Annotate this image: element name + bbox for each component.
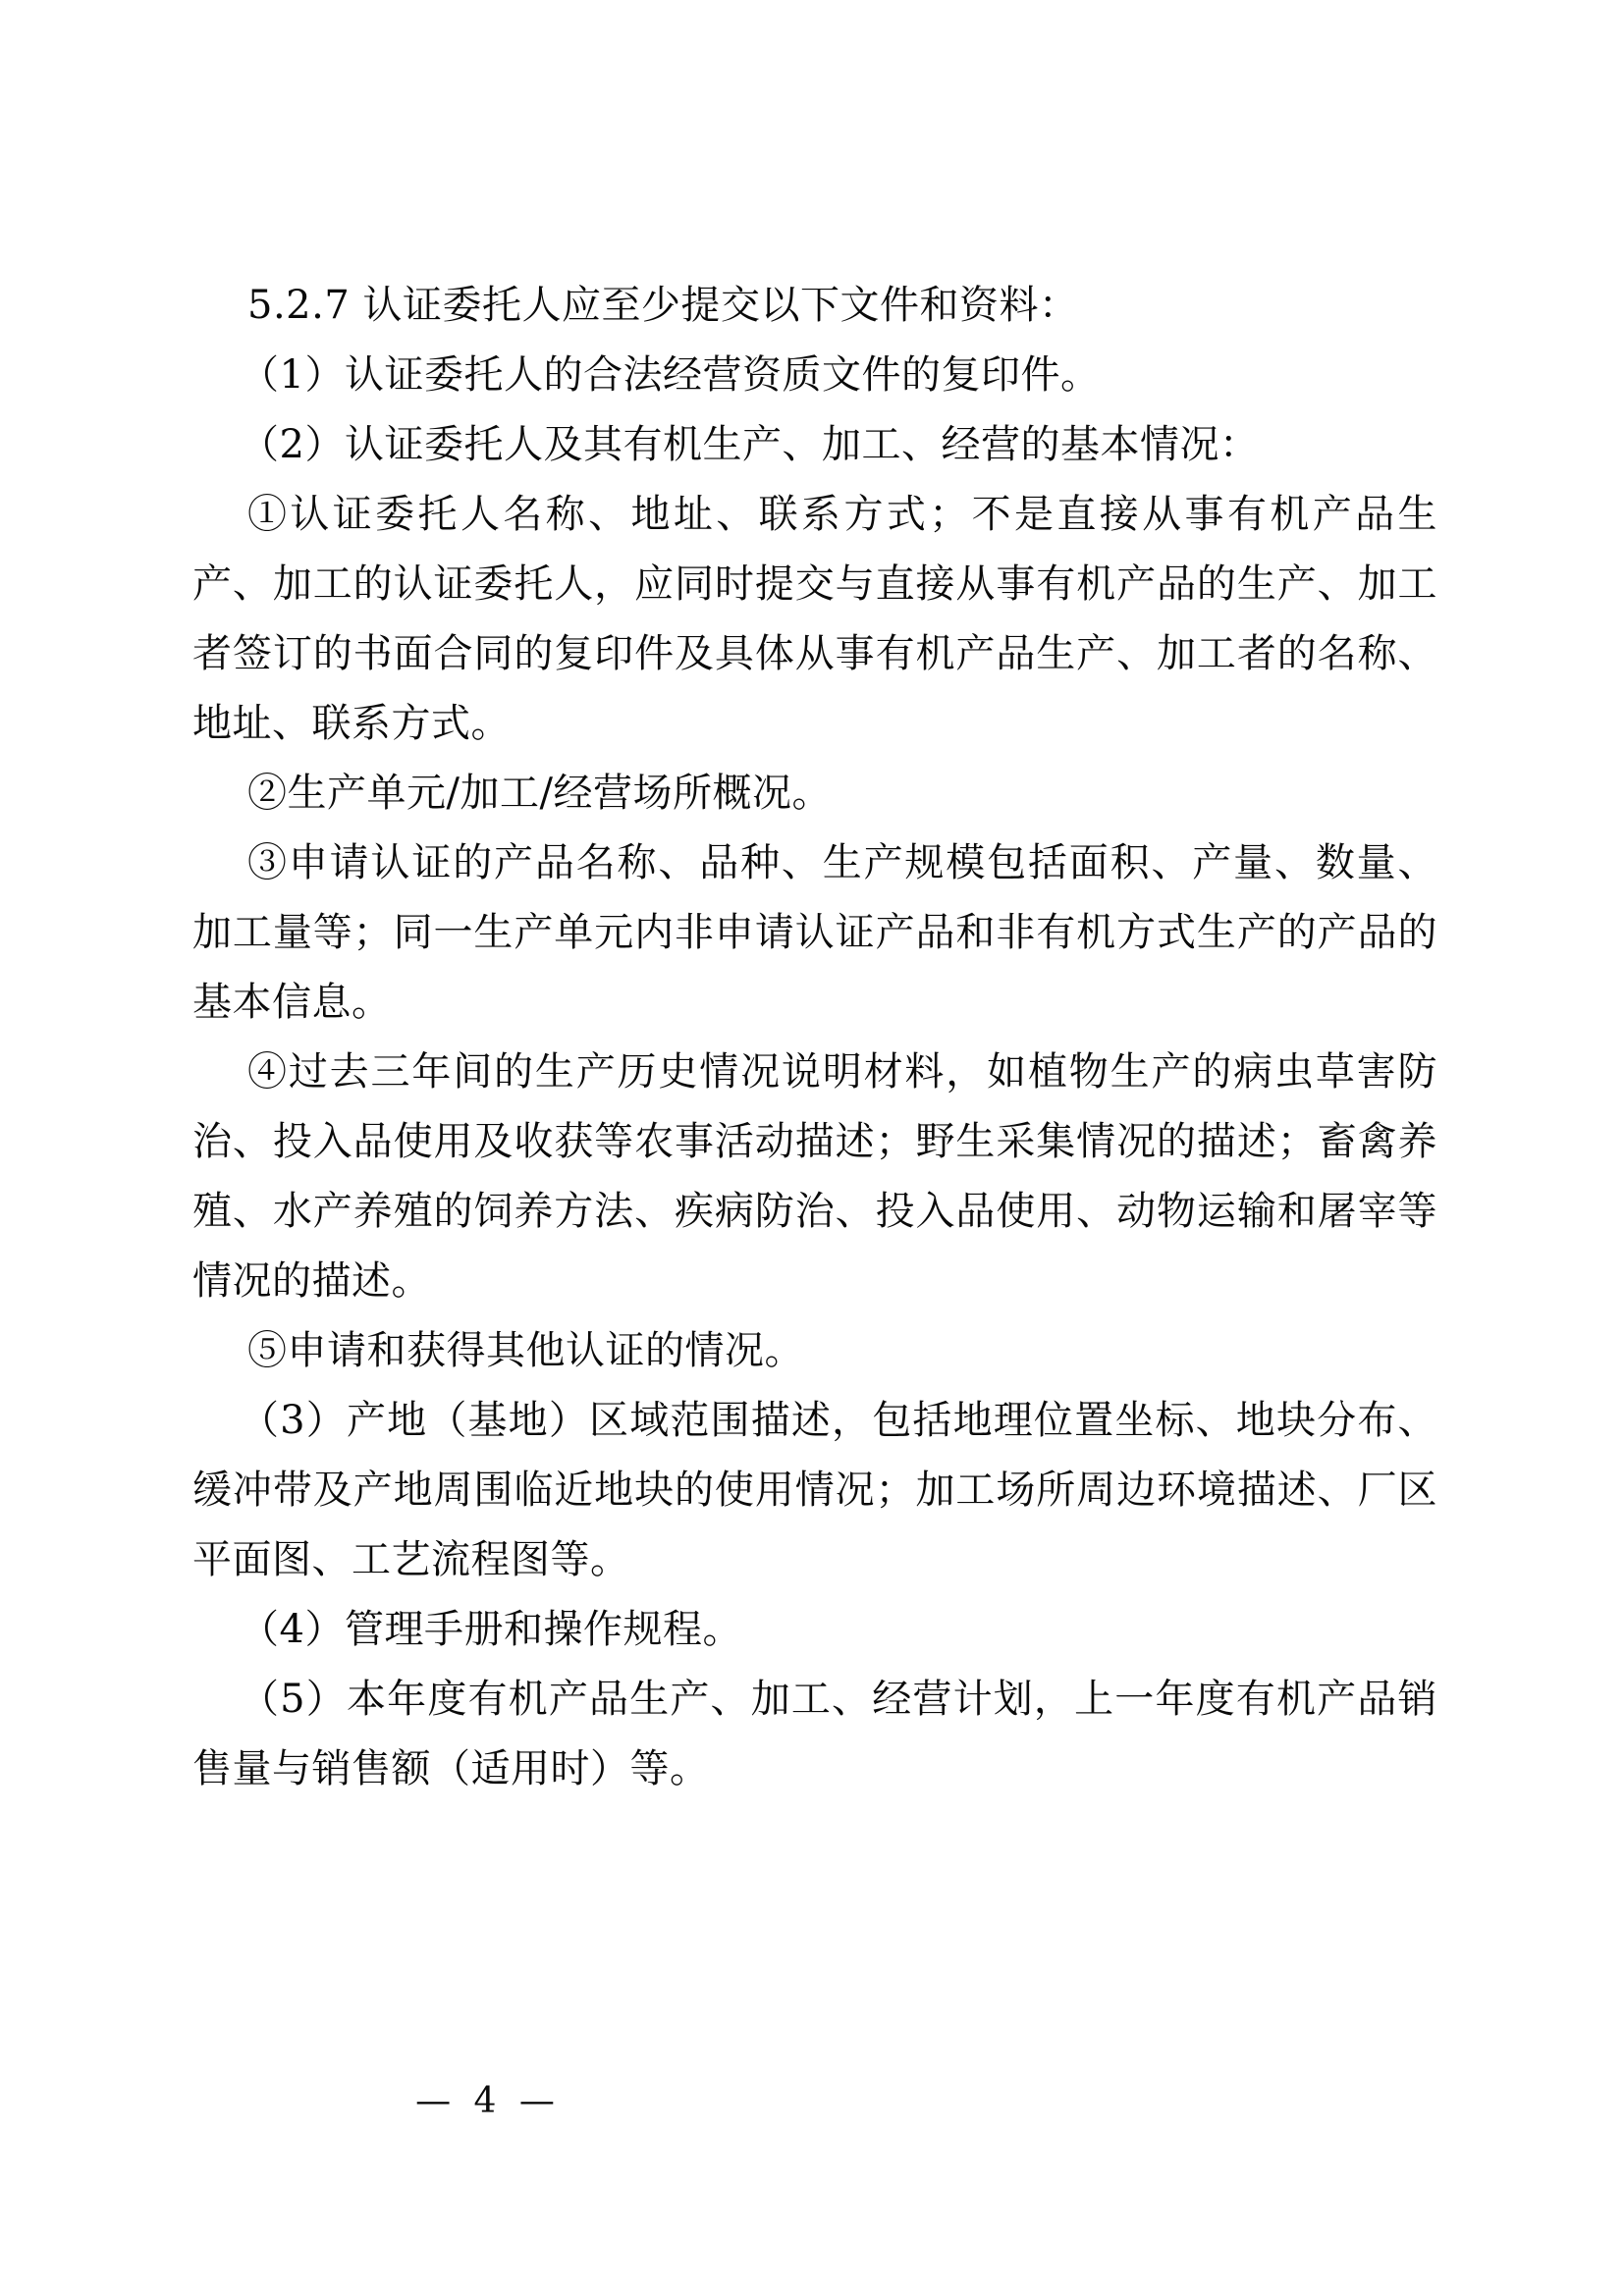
page-number: — 4 — — [415, 2081, 561, 2121]
paragraph-item-2-1: ①认证委托人名称、地址、联系方式；不是直接从事有机产品生产、加工的认证委托人，应同时提交与直接从事有机产品的生产、加工者签订的书面合同的复印件及具体从事有机产品生产、加工者的名称、地址、联系方式。 — [192, 492, 1437, 746]
paragraph-item-2-4: ④过去三年间的生产历史情况说明材料，如植物生产的病虫草害防治、投入品使用及收获等农事活动描述；野生采集情况的描述；畜禽养殖、水产养殖的饲养方法、疾病防治、投入品使用、动物运输和屠宰等情况的描述。 — [192, 1049, 1437, 1304]
paragraph-item-2: （2）认证委托人及其有机生产、加工、经营的基本情况： — [240, 422, 1260, 467]
page-footer — [0, 2081, 1624, 2121]
paragraph-item-5: （5）本年度有机产品生产、加工、经营计划，上一年度有机产品销售量与销售额（适用时）等。 — [192, 1677, 1437, 1791]
paragraph-item-2-2: ②生产单元/加工/经营场所概况。 — [247, 771, 832, 816]
document-body — [192, 271, 1437, 1804]
paragraph-item-3: （3）产地（基地）区域范围描述，包括地理位置坐标、地块分布、缓冲带及产地周围临近地块的使用情况；加工场所周边环境描述、厂区平面图、工艺流程图等。 — [192, 1398, 1437, 1582]
paragraph-item-2-5: ⑤申请和获得其他认证的情况。 — [247, 1328, 804, 1373]
paragraph-item-1: （1）认证委托人的合法经营资质文件的复印件。 — [240, 352, 1101, 398]
paragraph-item-2-3: ③申请认证的产品名称、品种、生产规模包括面积、产量、数量、加工量等；同一生产单元内非申请认证产品和非有机方式生产的产品的基本信息。 — [192, 840, 1437, 1025]
paragraph-clause-5-2-7: 5.2.7 认证委托人应至少提交以下文件和资料： — [247, 283, 1079, 328]
paragraph-item-4: （4）管理手册和操作规程。 — [240, 1607, 742, 1652]
